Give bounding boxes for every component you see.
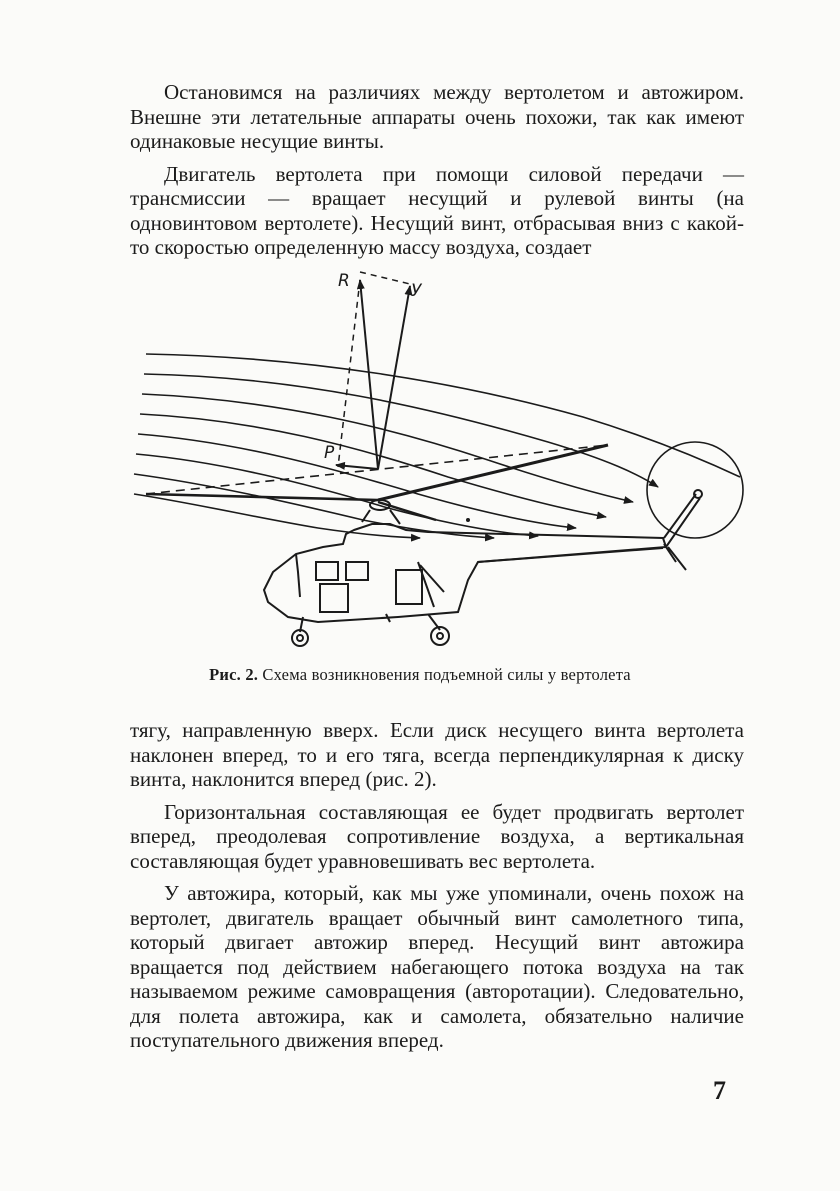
label-vertical-force: У — [411, 281, 422, 301]
bottom-text-block — [130, 718, 744, 1061]
top-text-block — [130, 80, 744, 268]
page-number: 7 — [713, 1076, 726, 1105]
helicopter-diagram — [128, 262, 748, 662]
paragraph-horizontal-component: Горизонтальная составляющая ее будет продвигать вертолет вперед, преодолевая сопротивление воздуха, а вертикальная составляющая будет уравновешивать вес вертолета. — [130, 799, 744, 873]
figure-caption-text: Схема возникновения подъемной силы у вертолета — [262, 665, 631, 684]
paragraph-thrust: тягу, направленную вверх. Если диск несущего винта вертолета наклонен вперед, то и его тяга, всегда перпендикулярная к диску винта, наклонится вперед (рис. 2). — [130, 718, 744, 791]
paragraph-differences: Остановимся на различиях между вертолетом и автожиром. Внешне эти летательные аппараты очень похожи, так как имеют одинаковые несущие винты. — [130, 80, 744, 153]
airflow-dot — [466, 518, 470, 522]
figure-number: Рис. 2. — [209, 665, 259, 684]
label-resultant-force: R — [338, 271, 350, 291]
figure-helicopter-lift — [128, 262, 748, 662]
paragraph-engine: Двигатель вертолета при помощи силовой передачи — трансмиссии — вращает несущий и рулевой винты (на одновинтовом вертолете). Несущий винт, отбрасывая вниз с какой-то скоростью определенную массу воздуха, создает — [130, 161, 744, 259]
paragraph-autogyro: У автожира, который, как мы уже упоминали, очень похож на вертолет, двигатель вращает обычный винт самолетного типа, который двигает автожир вперед. Несущий винт автожира вращается под действием набегающего потока воздуха на так называемом режиме самовращения (авторотации). Следовательно, для полета автожира, как и самолета, обязательно наличие поступательного движения вперед. — [130, 881, 744, 1052]
force-vectors — [336, 272, 410, 469]
figure-caption — [0, 665, 840, 685]
label-horizontal-force: P — [324, 443, 335, 463]
airflow-streamlines — [134, 354, 740, 538]
helicopter-body — [264, 490, 702, 646]
